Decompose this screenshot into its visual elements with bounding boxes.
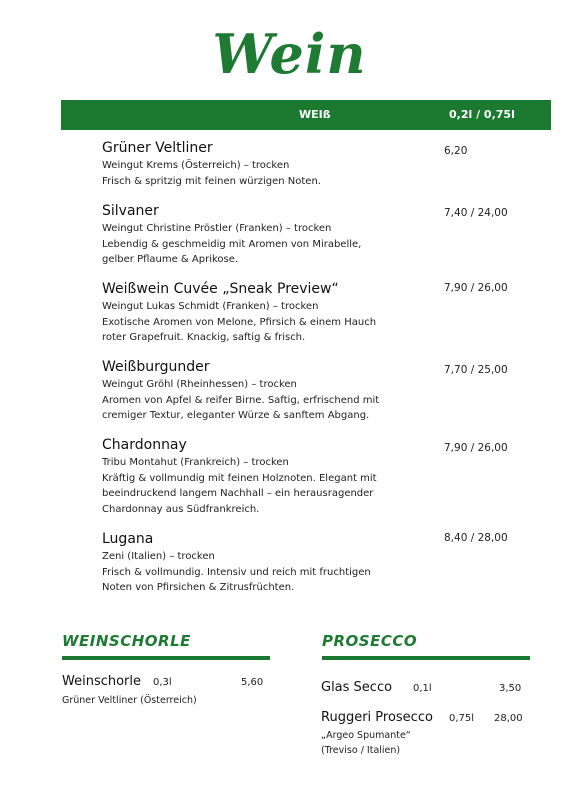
wine-detail: Weingut Gröhl (Rheinhessen) – trocken <box>102 379 297 390</box>
wine-item <box>102 436 422 517</box>
weinschorle-rule <box>62 656 270 660</box>
category-label: WEIß <box>299 108 331 121</box>
wine-detail: cremiger Textur, eleganter Würze & sanftem Abgang. <box>102 410 370 421</box>
wine-price: 8,40 / 28,00 <box>444 532 508 544</box>
prosecco-heading: PROSECCO <box>322 632 418 650</box>
wine-detail: Lebendig & geschmeidig mit Aromen von Mirabelle, <box>102 238 362 250</box>
weinschorle-note: Grüner Veltliner (Österreich) <box>62 695 197 706</box>
prosecco-rule <box>322 656 530 660</box>
prosecco-item-name: Glas Secco <box>321 680 393 695</box>
wine-detail: Chardonnay aus Südfrankreich. <box>102 503 260 515</box>
wine-item <box>102 202 422 268</box>
wine-price: 7,70 / 25,00 <box>444 364 508 376</box>
wine-name: Chardonnay <box>102 437 187 453</box>
prosecco-item-price: 3,50 <box>499 683 522 694</box>
prosecco-item-volume: 0,1l <box>413 683 432 694</box>
weinschorle-heading: WEINSCHORLE <box>62 632 191 650</box>
wine-detail: Frisch & spritzig mit feinen würzigen Noten. <box>102 175 321 187</box>
wine-name: Silvaner <box>102 203 159 219</box>
wine-price: 7,90 / 26,00 <box>444 282 508 294</box>
wine-detail: Weingut Christine Pröstler (Franken) – trocken <box>102 223 332 234</box>
prosecco-item-note: „Argeo Spumante“ <box>321 730 411 741</box>
wine-item <box>102 139 422 189</box>
prosecco-item-price: 28,00 <box>494 713 523 724</box>
wine-detail: beeindruckend langem Nachhall – ein herausragender <box>102 488 374 499</box>
wine-item <box>102 280 422 346</box>
weinschorle-volume: 0,3l <box>153 677 172 688</box>
wine-price: 6,20 <box>444 145 468 157</box>
weinschorle-price: 5,60 <box>241 677 264 688</box>
wine-detail: Weingut Krems (Österreich) – trocken <box>102 160 290 171</box>
page-title: Wein <box>212 22 367 86</box>
prosecco-item-note: (Treviso / Italien) <box>321 745 401 756</box>
wine-name: Grüner Veltliner <box>102 140 213 156</box>
weinschorle-name: Weinschorle <box>62 674 142 689</box>
wine-detail: Weingut Lukas Schmidt (Franken) – trocken <box>102 301 319 312</box>
wine-detail: Tribu Montahut (Frankreich) – trocken <box>102 457 289 468</box>
wine-price: 7,40 / 24,00 <box>444 207 508 219</box>
wine-detail: Frisch & vollmundig. Intensiv und reich mit fruchtigen <box>102 566 371 578</box>
size-label: 0,2l / 0,75l <box>449 108 515 121</box>
wine-detail: Kräftig & vollmundig mit feinen Holznoten. Elegant mit <box>102 472 377 484</box>
section-header-bar <box>61 100 551 130</box>
prosecco-item-name: Ruggeri Prosecco <box>321 710 433 725</box>
wine-name: Weißburgunder <box>102 359 210 375</box>
wine-detail: Aromen von Apfel & reifer Birne. Saftig, erfrischend mit <box>102 394 380 406</box>
wine-detail: Noten von Pfirsichen & Zitrusfrüchten. <box>102 582 295 593</box>
wine-detail: Exotische Aromen von Melone, Pfirsich & einem Hauch <box>102 316 377 328</box>
wine-name: Weißwein Cuvée „Sneak Preview“ <box>102 281 339 297</box>
wine-price: 7,90 / 26,00 <box>444 442 508 454</box>
wine-detail: gelber Pflaume & Aprikose. <box>102 254 239 265</box>
prosecco-item-volume: 0,75l <box>449 713 475 724</box>
wine-name: Lugana <box>102 531 154 547</box>
wine-detail: roter Grapefruit. Knackig, saftig & frisch. <box>102 332 306 343</box>
wine-item <box>102 358 422 424</box>
wine-detail: Zeni (Italien) – trocken <box>102 551 215 562</box>
wine-item <box>102 530 422 596</box>
